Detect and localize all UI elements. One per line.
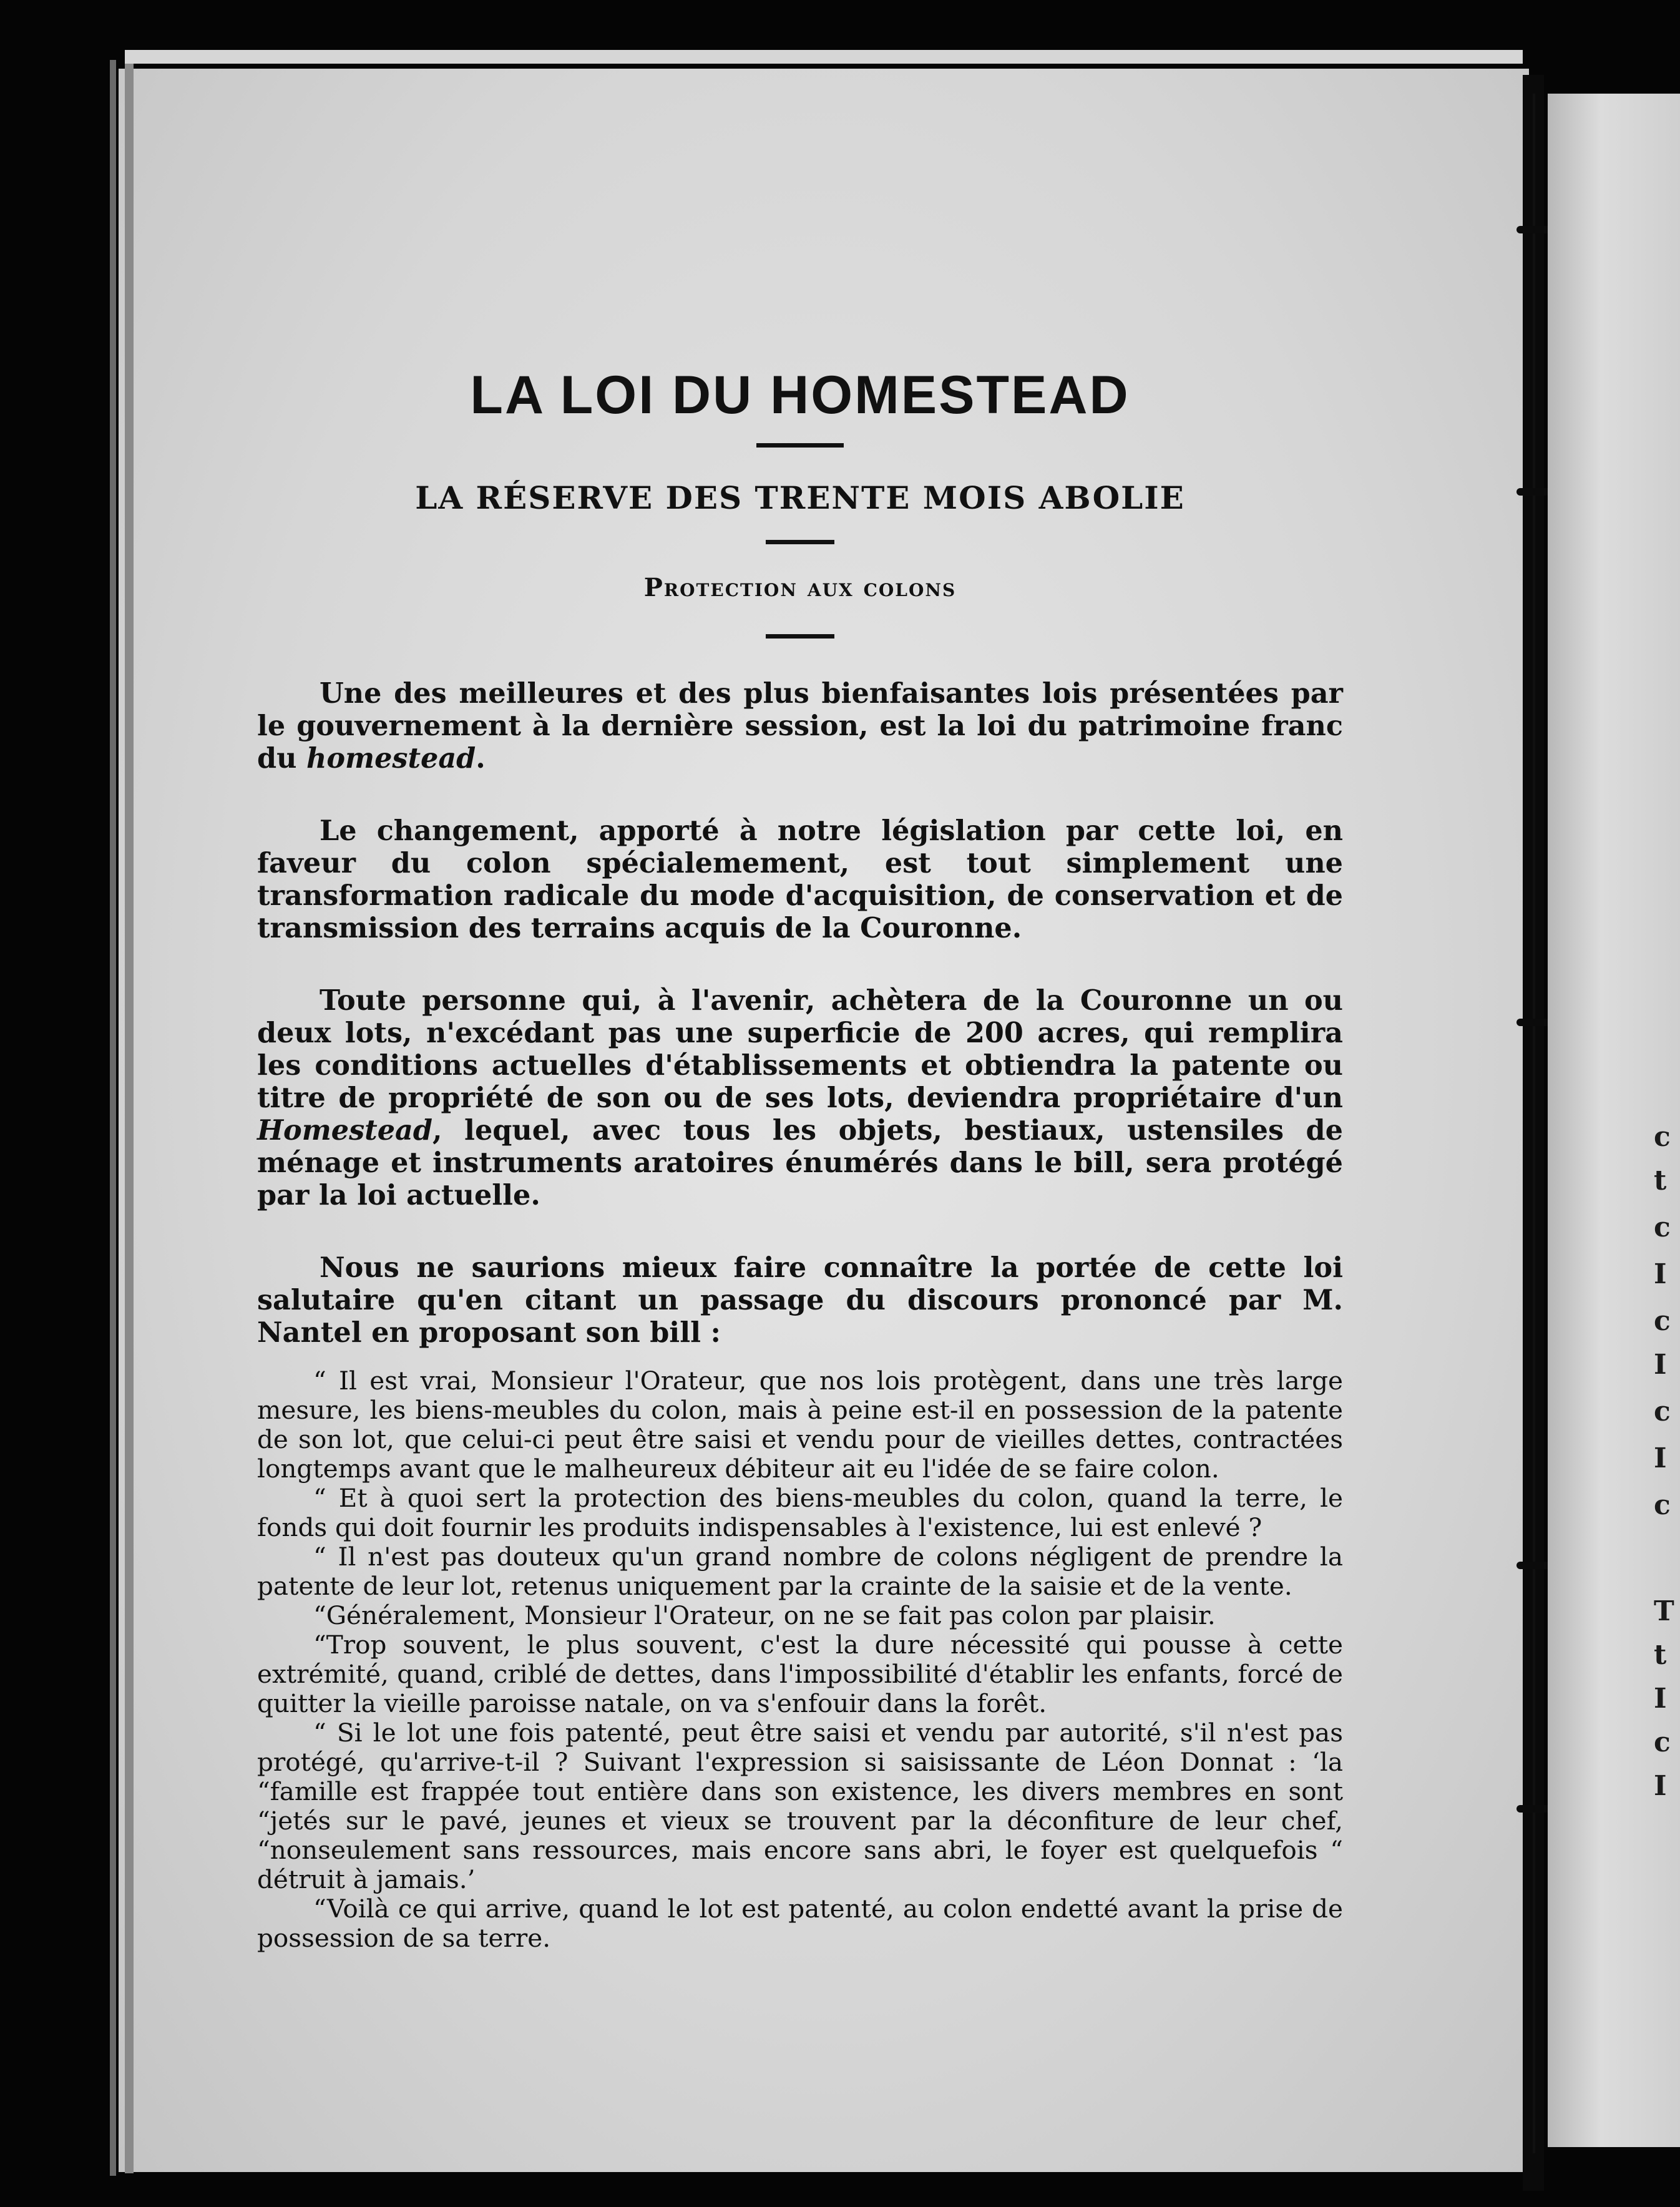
facing-page-letter: c: [1654, 1211, 1671, 1243]
emphasis: homestead: [306, 742, 476, 775]
article: [257, 365, 1343, 1953]
quote-paragraph: “ Il n'est pas douteux qu'un grand nombre de colons négligent de prendre la patente de leur lot, retenus uniquement par la crainte de la saisie et de la vente.: [257, 1542, 1343, 1601]
facing-page-edge: [1548, 94, 1680, 2147]
facing-page-letter: I: [1654, 1349, 1667, 1381]
quote-paragraph: “ Si le lot une fois patenté, peut être saisi et vendu par autorité, s'il n'est pas protégé, qu'arrive-t-il ? Suivant l'expression si saisissante de Léon Donnat : ‘la “famille est frappée tout entière dans son existence, les divers membres en sont “jetés sur le pavé, jeunes et vieux se trouvent par la déconfiture de leur chef, “nonseulement sans ressources, mais encore sans abri, le foyer est quelquefois “ détruit à jamais.’: [257, 1718, 1343, 1894]
facing-page-letter: I: [1654, 1258, 1667, 1290]
title-rule: [756, 443, 844, 448]
page-title: LA LOI DU HOMESTEAD: [470, 365, 1130, 425]
subtitle: LA RÉSERVE DES TRENTE MOIS ABOLIE: [415, 479, 1185, 516]
quote-paragraph: “ Et à quoi sert la protection des biens-meubles du colon, quand la terre, le fonds qui doit fournir les produits indispensables à l'existence, lui est enlevé ?: [257, 1483, 1343, 1542]
quote-paragraph: “Généralement, Monsieur l'Orateur, on ne se fait pas colon par plaisir.: [313, 1600, 1216, 1630]
subtitle-rule: [766, 540, 834, 544]
page-edge-top: [125, 50, 1523, 64]
facing-page-letter: T: [1654, 1595, 1674, 1627]
facing-page-letter: t: [1654, 1165, 1667, 1196]
facing-page-letter: t: [1654, 1639, 1667, 1671]
facing-page-letter: I: [1654, 1442, 1667, 1474]
section-rule: [766, 634, 834, 639]
quote-paragraph: “ Il est vrai, Monsieur l'Orateur, que nos lois protègent, dans une très large mesure, les biens-meubles du colon, mais à peine est-il en possession de la patente de son lot, que celui-ci peut être saisi et vendu pour de vieilles dettes, contractées longtemps avant que le malheureux débiteur ait eu l'idée de se faire colon.: [257, 1366, 1343, 1484]
binding-stitch: [1533, 94, 1535, 2153]
facing-page-letter: I: [1654, 1683, 1667, 1715]
facing-page-letter: c: [1654, 1305, 1671, 1337]
facing-page-letter: c: [1654, 1726, 1671, 1758]
paragraph: Nous ne saurions mieux faire connaître la portée de cette loi salutaire qu'en citant un passage du discours prononcé par M. Nantel en proposant son bill :: [257, 1251, 1343, 1349]
emphasis: Homestead: [257, 1114, 432, 1147]
page-edge-left-outer: [110, 60, 116, 2176]
page-edge-left: [125, 64, 134, 2173]
paragraph: Une des meilleures et des plus bienfaisantes lois présentées par le gouvernement à la dernière session, est la loi du patrimoine franc du homestead.: [257, 677, 1343, 775]
quote-paragraph: “Trop souvent, le plus souvent, c'est la dure nécessité qui pousse à cette extrémité, quand, criblé de dettes, dans l'impossibilité d'établir les enfants, forcé de quitter la vieille paroisse natale, on va s'enfouir dans la forêt.: [257, 1630, 1343, 1718]
section-heading: Protection aux colons: [643, 573, 957, 602]
facing-page-letter: c: [1654, 1489, 1671, 1521]
quoted-speech: [257, 1366, 1343, 1953]
facing-page-letter: c: [1654, 1396, 1671, 1427]
paragraph: Le changement, apporté à notre législation par cette loi, en faveur du colon spécialemement, est tout simplement une transformation radicale du mode d'acquisition, de conservation et de transmission des terrains acquis de la Couronne.: [257, 815, 1343, 944]
quote-paragraph: “Voilà ce qui arrive, quand le lot est patenté, au colon endetté avant la prise de possession de sa terre.: [257, 1894, 1343, 1953]
paragraph: Toute personne qui, à l'avenir, achètera de la Couronne un ou deux lots, n'excédant pas une superficie de 200 acres, qui remplira les conditions actuelles d'établissements et obtiendra la patente ou titre de propriété de son ou de ses lots, deviendra propriétaire d'un Homestead, lequel, avec tous les objets, bestiaux, ustensiles de ménage et instruments aratoires énumérés dans le bill, sera protégé par la loi actuelle.: [257, 984, 1343, 1211]
facing-page-letter: c: [1654, 1121, 1671, 1153]
facing-page-letter: I: [1654, 1770, 1667, 1802]
